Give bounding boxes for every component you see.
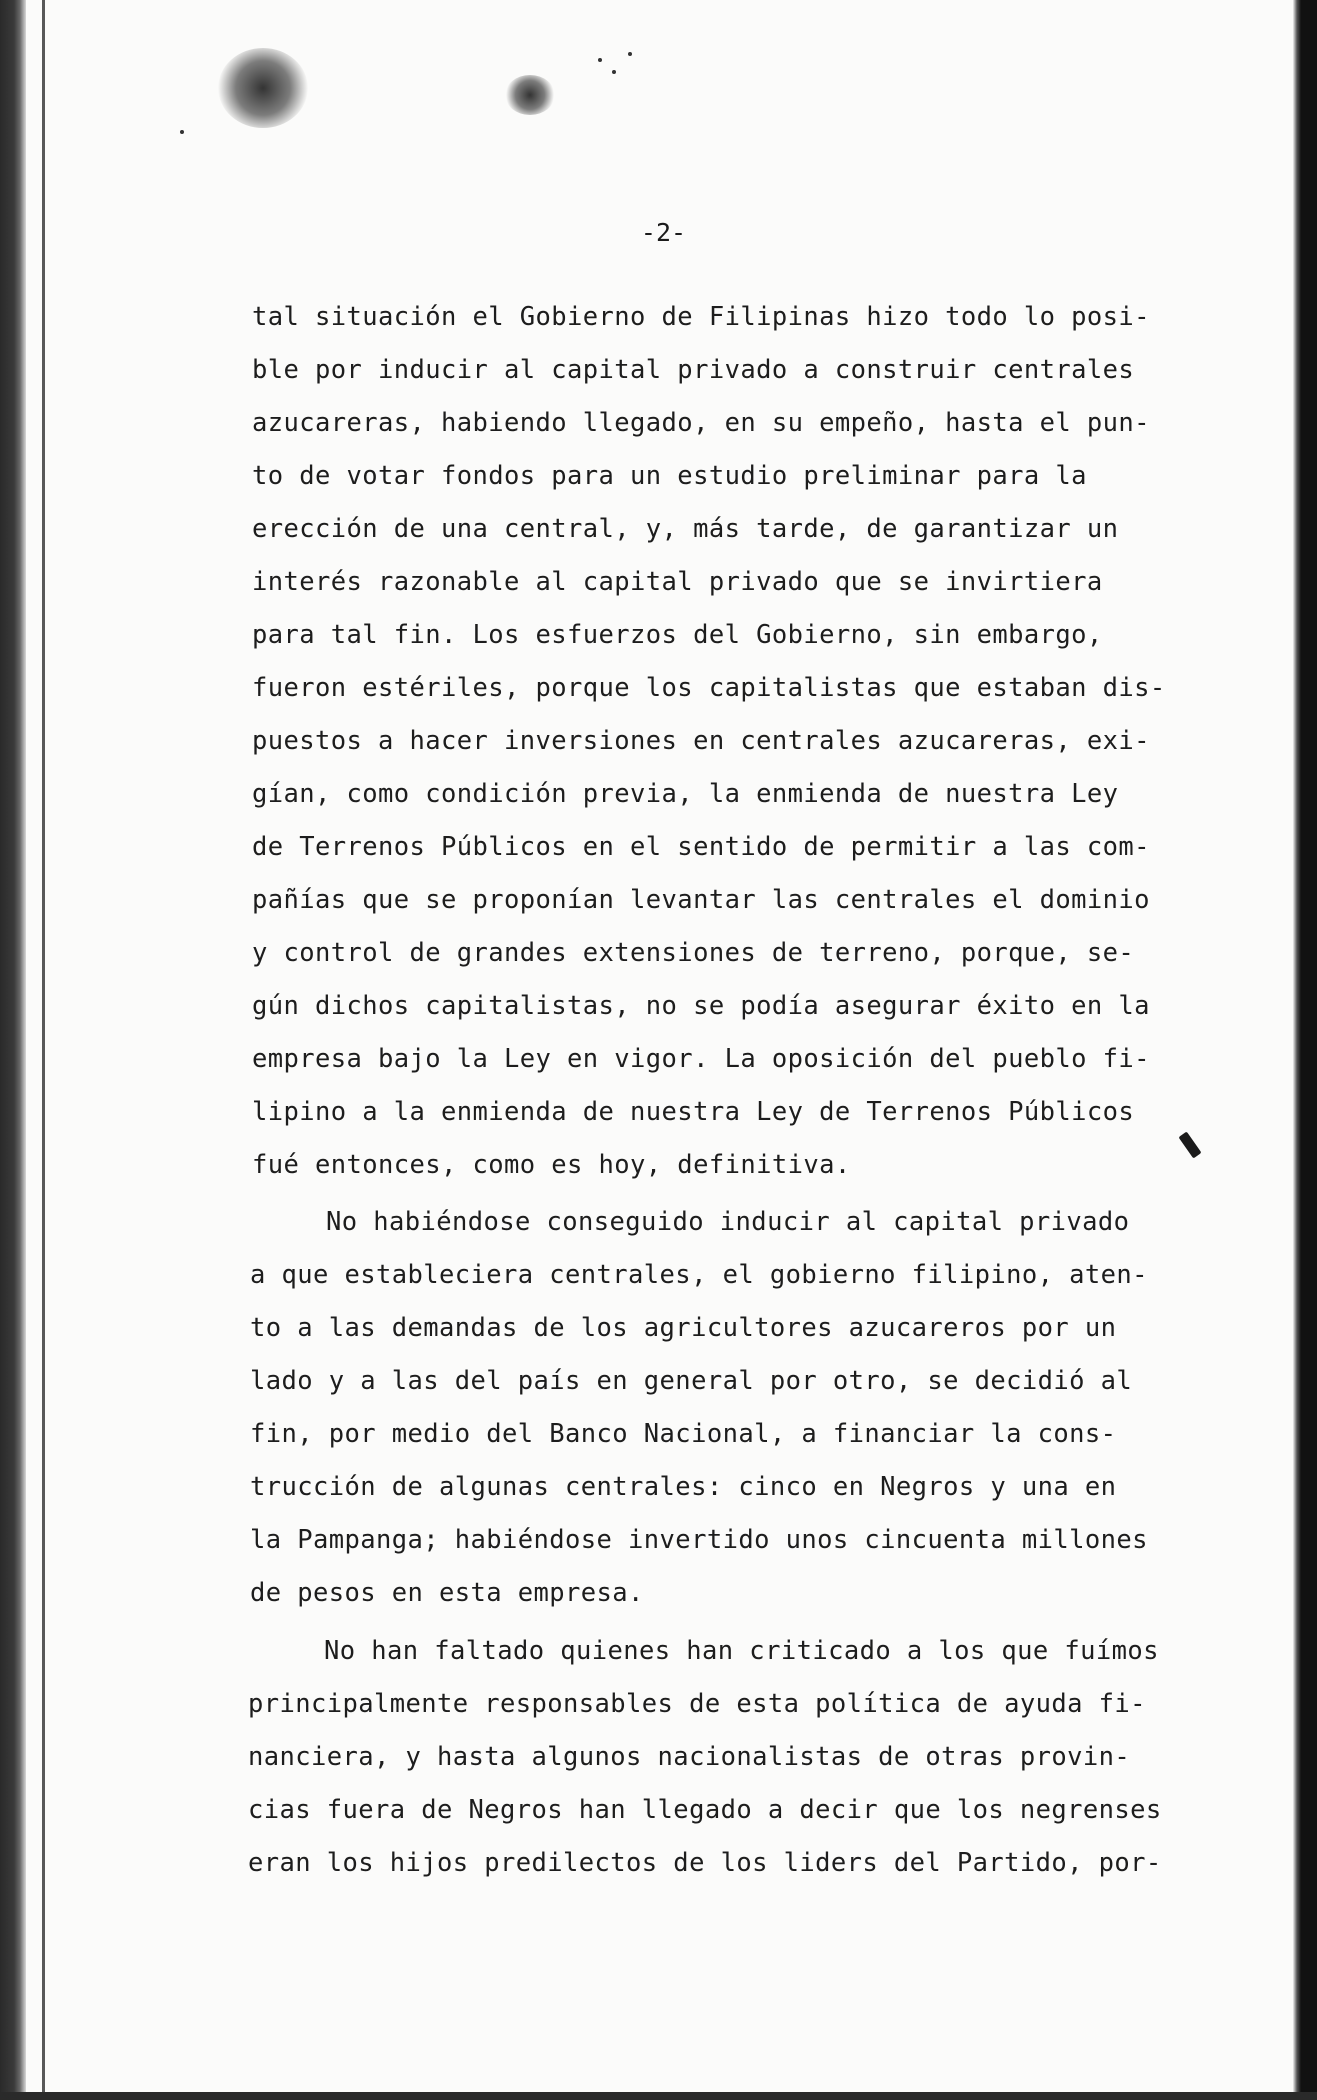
page-number: -2- xyxy=(640,218,687,247)
scan-edge-bottom xyxy=(0,2092,1317,2100)
text-line: lipino a la enmienda de nuestra Ley de Terrenos Públicos xyxy=(252,1097,1135,1127)
ink-speck xyxy=(612,70,616,74)
text-line: fin, por medio del Banco Nacional, a financiar la cons- xyxy=(250,1419,1117,1449)
text-line: para tal fin. Los esfuerzos del Gobierno, sin embargo, xyxy=(252,620,1103,650)
text-line: puestos a hacer inversiones en centrales azucareras, exi- xyxy=(252,726,1150,756)
scan-edge-left xyxy=(0,0,26,2100)
text-line: interés razonable al capital privado que se invirtiera xyxy=(252,567,1103,597)
text-line: eran los hijos predilectos de los liders del Partido, por- xyxy=(248,1848,1162,1878)
text-line: erección de una central, y, más tarde, de garantizar un xyxy=(252,514,1119,544)
text-line: fué entonces, como es hoy, definitiva. xyxy=(252,1150,851,1180)
ink-smudge xyxy=(505,75,555,115)
text-line: trucción de algunas centrales: cinco en Negros y una en xyxy=(250,1472,1117,1502)
ink-smudge xyxy=(218,48,308,128)
text-line: nanciera, y hasta algunos nacionalistas de otras provin- xyxy=(248,1742,1131,1772)
text-line: lado y a las del país en general por otro, se decidió al xyxy=(250,1366,1133,1396)
text-line: la Pampanga; habiéndose invertido unos cincuenta millones xyxy=(250,1525,1148,1555)
text-line: fueron estériles, porque los capitalistas que estaban dis- xyxy=(252,673,1166,703)
text-line: No han faltado quienes han criticado a los que fuímos xyxy=(324,1636,1159,1666)
text-line: cias fuera de Negros han llegado a decir que los negrenses xyxy=(248,1795,1162,1825)
text-line: empresa bajo la Ley en vigor. La oposición del pueblo fi- xyxy=(252,1044,1150,1074)
text-line: y control de grandes extensiones de terreno, porque, se- xyxy=(252,938,1135,968)
text-line: a que estableciera centrales, el gobierno filipino, aten- xyxy=(250,1260,1148,1290)
text-line: tal situación el Gobierno de Filipinas hizo todo lo posi- xyxy=(252,302,1150,332)
text-line: to de votar fondos para un estudio preliminar para la xyxy=(252,461,1087,491)
text-line: gún dichos capitalistas, no se podía asegurar éxito en la xyxy=(252,991,1150,1021)
margin-mark xyxy=(1178,1131,1201,1158)
text-line: to a las demandas de los agricultores azucareros por un xyxy=(250,1313,1117,1343)
text-line: ble por inducir al capital privado a construir centrales xyxy=(252,355,1135,385)
text-line: gían, como condición previa, la enmienda de nuestra Ley xyxy=(252,779,1119,809)
scan-edge-right xyxy=(1293,0,1317,2100)
scan-edge-line xyxy=(42,0,45,2100)
text-line: principalmente responsables de esta política de ayuda fi- xyxy=(248,1689,1146,1719)
text-line: pañías que se proponían levantar las centrales el dominio xyxy=(252,885,1150,915)
text-line: de pesos en esta empresa. xyxy=(250,1578,644,1608)
text-line: de Terrenos Públicos en el sentido de permitir a las com- xyxy=(252,832,1150,862)
ink-speck xyxy=(628,52,632,56)
ink-speck xyxy=(598,58,602,62)
text-line: azucareras, habiendo llegado, en su empeño, hasta el pun- xyxy=(252,408,1150,438)
ink-speck xyxy=(180,130,184,134)
text-line: No habiéndose conseguido inducir al capital privado xyxy=(326,1207,1130,1237)
